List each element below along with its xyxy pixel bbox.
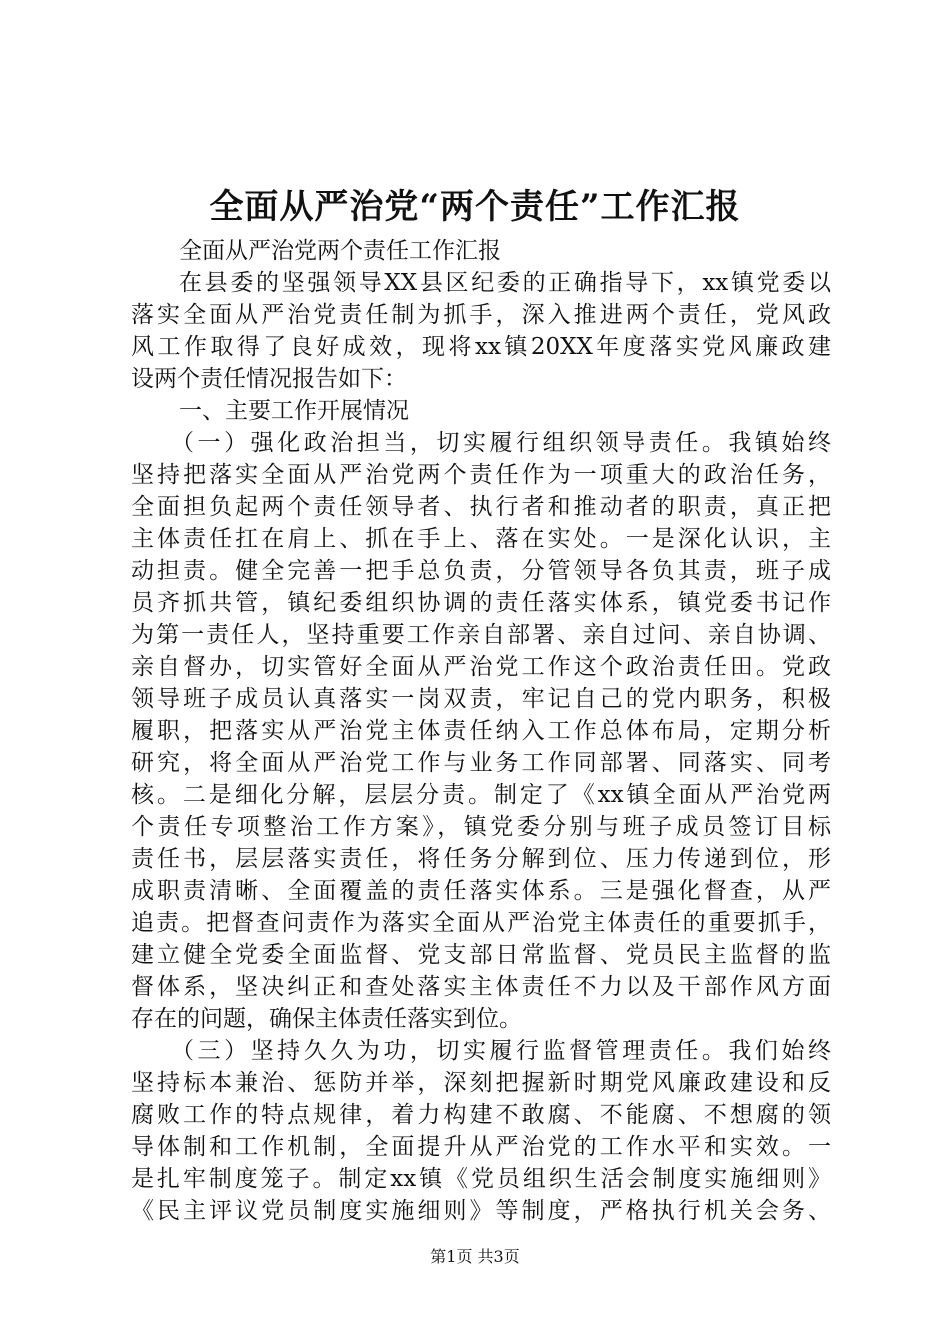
- document-body: [131, 235, 831, 1227]
- paragraph-line: 《民主评议党员制度实施细则》等制度，严格执行机关会务、: [131, 1198, 831, 1224]
- paragraph-line: 腐败工作的特点规律，着力构建不敢腐、不能腐、不想腐的领: [131, 1102, 831, 1128]
- paragraph-line: 个责任专项整治工作方案》，镇党委分别与班子成员签订目标: [131, 814, 831, 840]
- section-heading: 一、主要工作开展情况: [179, 398, 409, 424]
- paragraph-line: 设两个责任情况报告如下：: [131, 366, 407, 392]
- paragraph-line: 员齐抓共管，镇纪委组织协调的责任落实体系，镇党委书记作: [131, 590, 831, 616]
- paragraph-line: 领导班子成员认真落实一岗双责，牢记自己的党内职务，积极: [131, 686, 831, 712]
- paragraph-line: 督体系，坚决纠正和查处落实主体责任不力以及干部作风方面: [131, 974, 831, 1000]
- paragraph-line: 风工作取得了良好成效，现将xx镇20XX年度落实党风廉政建: [131, 334, 831, 360]
- paragraph-line: （三）坚持久久为功，切实履行监督管理责任。我们始终: [171, 1038, 831, 1064]
- paragraph-line: 坚持把落实全面从严治党两个责任作为一项重大的政治任务，: [131, 462, 831, 488]
- paragraph-line: 责任书，层层落实责任，将任务分解到位、压力传递到位，形: [131, 846, 831, 872]
- paragraph-line: 为第一责任人，坚持重要工作亲自部署、亲自过问、亲自协调、: [131, 622, 831, 648]
- paragraph-line: 导体制和工作机制，全面提升从严治党的工作水平和实效。一: [131, 1134, 831, 1160]
- paragraph-line: 坚持标本兼治、惩防并举，深刻把握新时期党风廉政建设和反: [131, 1070, 831, 1096]
- paragraph-line: 落实全面从严治党责任制为抓手，深入推进两个责任，党风政: [131, 302, 831, 328]
- paragraph-line: （一）强化政治担当，切实履行组织领导责任。我镇始终: [171, 430, 831, 456]
- paragraph-line: 是扎牢制度笼子。制定xx镇《党员组织生活会制度实施细则》: [131, 1166, 831, 1192]
- paragraph-line: 动担责。健全完善一把手总负责，分管领导各负其责，班子成: [131, 558, 831, 584]
- paragraph-line: 亲自督办，切实管好全面从严治党工作这个政治责任田。党政: [131, 654, 831, 680]
- paragraph-line: 全面从严治党两个责任工作汇报: [179, 238, 501, 264]
- page-number: 第1页 共3页: [430, 1247, 520, 1266]
- paragraph-line: 履职，把落实从严治党主体责任纳入工作总体布局，定期分析: [131, 718, 831, 744]
- paragraph-line: 存在的问题，确保主体责任落实到位。: [131, 1006, 522, 1032]
- paragraph-line: 主体责任扛在肩上、抓在手上、落在实处。一是深化认识，主: [131, 526, 831, 552]
- paragraph-line: 研究，将全面从严治党工作与业务工作同部署、同落实、同考: [131, 750, 831, 776]
- document-title: 全面从严治党“两个责任”工作汇报: [209, 187, 741, 227]
- paragraph-line: 全面担负起两个责任领导者、执行者和推动者的职责，真正把: [131, 494, 831, 520]
- paragraph-line: 核。二是细化分解，层层分责。制定了《xx镇全面从严治党两: [131, 782, 831, 808]
- paragraph-line: 在县委的坚强领导XX县区纪委的正确指导下，xx镇党委以: [179, 270, 831, 296]
- paragraph-line: 追责。把督查问责作为落实全面从严治党主体责任的重要抓手，: [131, 910, 831, 936]
- paragraph-line: 成职责清晰、全面覆盖的责任落实体系。三是强化督查，从严: [131, 878, 831, 904]
- paragraph-line: 建立健全党委全面监督、党支部日常监督、党员民主监督的监: [131, 942, 831, 968]
